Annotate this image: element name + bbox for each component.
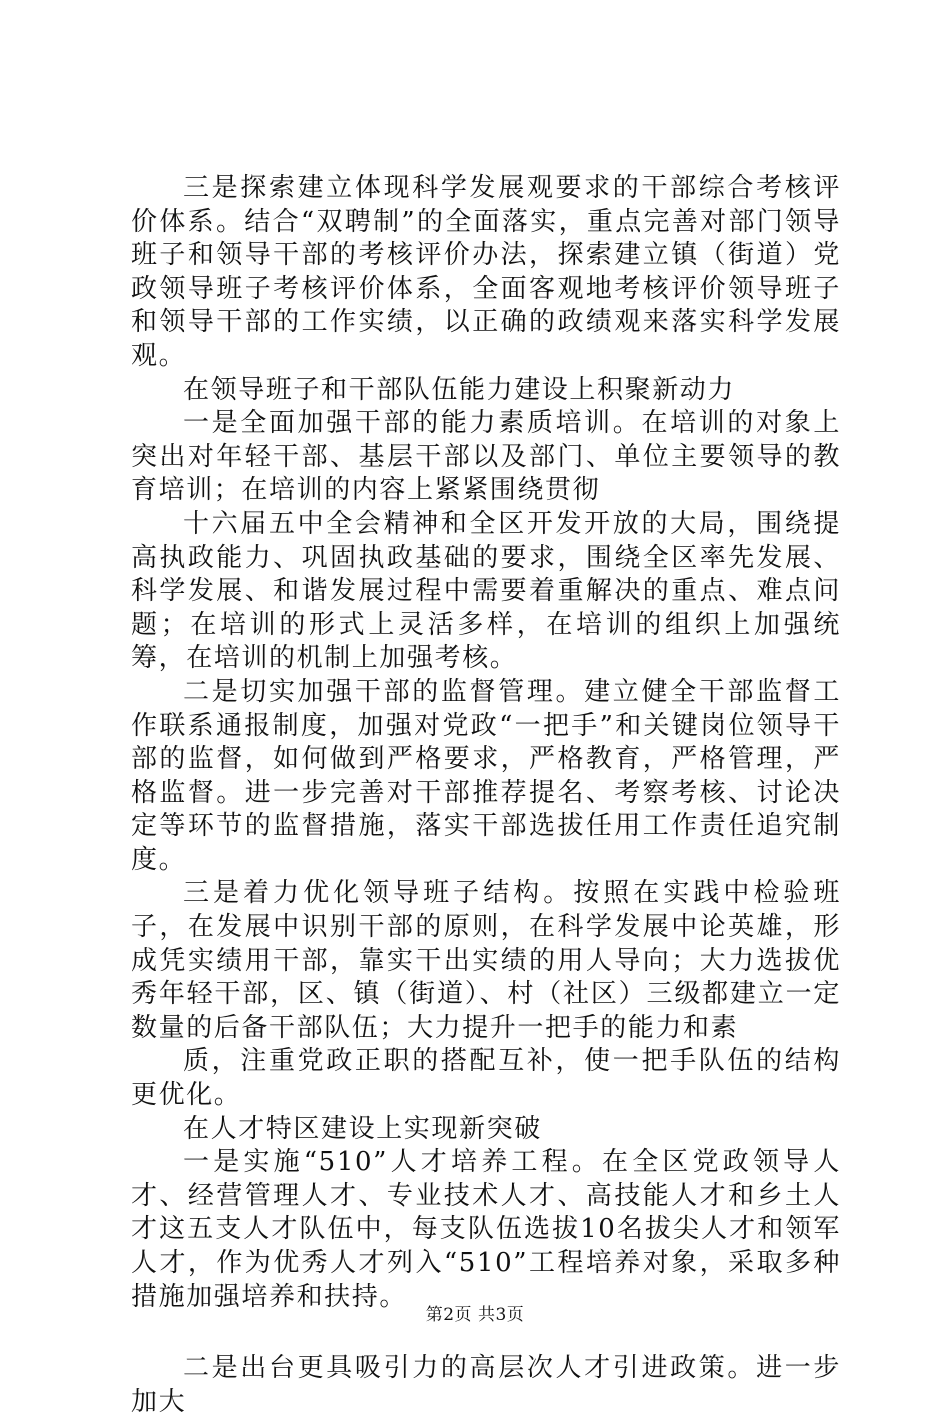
paragraph-talent-introduction-policy: 二是出台更具吸引力的高层次人才引进政策。进一步加大 <box>131 1353 841 1417</box>
section-heading-talent-zone: 在人才特区建设上实现新突破 <box>183 1113 542 1144</box>
page-number-footer: 第2页 共3页 <box>425 1305 525 1325</box>
paragraph-cadre-supervision: 二是切实加强干部的监督管理。建立健全干部监督工作联系通报制度，加强对党政“一把手”和关键岗位领导干部的监督，如何做到严格要求，严格教育，严格管理，严格监督。进一步完善对干部推荐提名、考察考核、讨论决定等环节的监督措施，落实干部选拔任用工作责任追究制度。 <box>131 676 841 875</box>
paragraph-cadre-evaluation-system: 三是探索建立体现科学发展观要求的干部综合考核评价体系。结合“双聘制”的全面落实，重点完善对部门领导班子和领导干部的考核评价办法，探索建立镇（街道）党政领导班子考核评价体系，全面客观地考核评价领导班子和领导干部的工作实绩，以正确的政绩观来落实科学发展观。 <box>131 173 841 371</box>
section-heading-capacity-building: 在领导班子和干部队伍能力建设上积聚新动力 <box>183 374 736 405</box>
document-body <box>131 172 841 1419</box>
paragraph-training-content: 十六届五中全会精神和全区开发开放的大局，围绕提高执政能力、巩固执政基础的要求，围绕全区率先发展、科学发展、和谐发展过程中需要着重解决的重点、难点问题；在培训的形式上灵活多样，在培训的组织上加强统筹，在培训的机制上加强考核。 <box>131 508 841 674</box>
paragraph-leader-pairing: 质，注重党政正职的搭配互补，使一把手队伍的结构更优化。 <box>131 1046 841 1111</box>
paragraph-510-talent-project: 一是实施“510”人才培养工程。在全区党政领导人才、经营管理人才、专业技术人才、高技能人才和乡土人才这五支人才队伍中，每支队伍选拔10名拔尖人才和领军人才，作为优秀人才列入“510”工程培养对象，采取多种措施加强培养和扶持。 <box>131 1147 841 1312</box>
paragraph-leadership-structure: 三是着力优化领导班子结构。按照在实践中检验班子，在发展中识别干部的原则，在科学发展中论英雄，形成凭实绩用干部，靠实干出实绩的用人导向；大力选拔优秀年轻干部，区、镇（街道）、村（社区）三级都建立一定数量的后备干部队伍；大力提升一把手的能力和素 <box>131 878 841 1043</box>
paragraph-cadre-training: 一是全面加强干部的能力素质培训。在培训的对象上突出对年轻干部、基层干部以及部门、单位主要领导的教育培训；在培训的内容上紧紧围绕贯彻 <box>131 408 841 506</box>
